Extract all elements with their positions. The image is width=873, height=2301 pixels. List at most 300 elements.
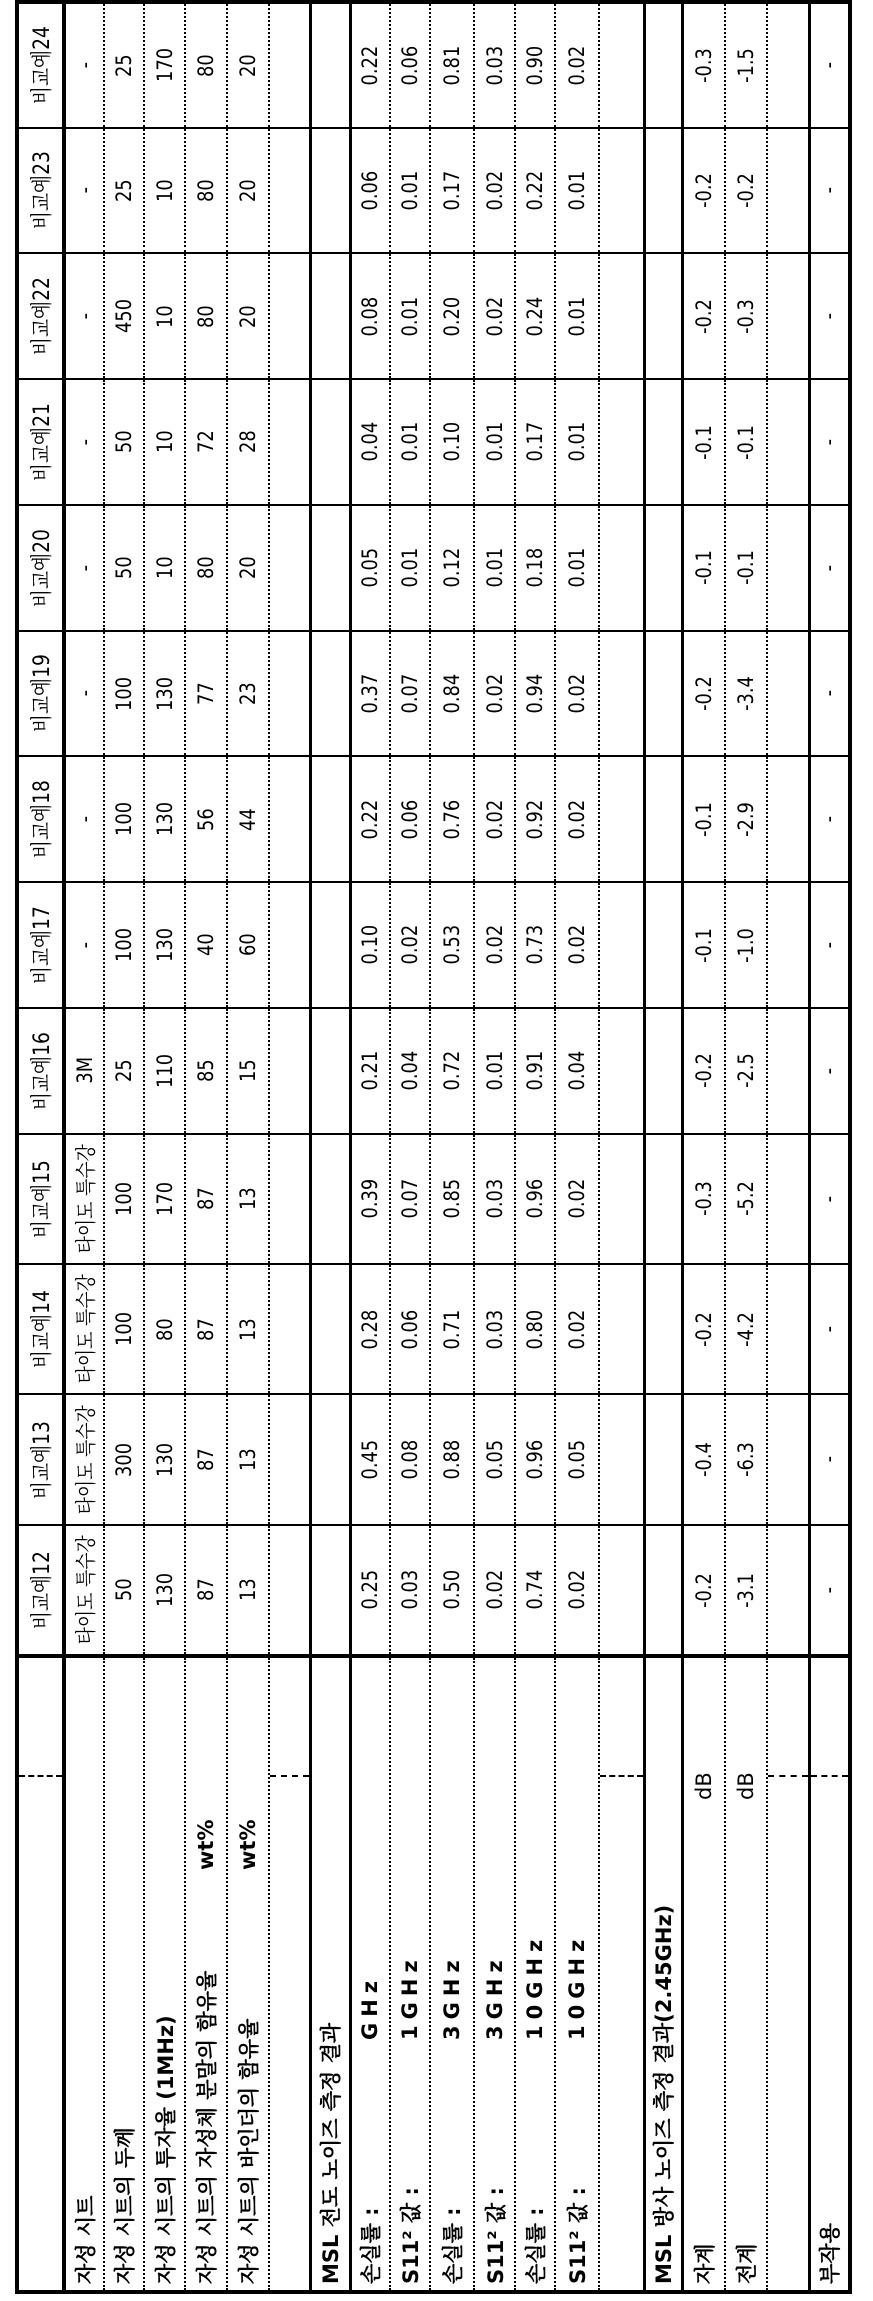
- table-cell: [144, 1394, 185, 1524]
- cell-value: 77: [194, 682, 218, 705]
- table-cell: [809, 2, 850, 128]
- table-cell: [64, 379, 104, 505]
- table-cell: [185, 756, 227, 882]
- table-cell: [269, 2, 310, 128]
- table-cell: [474, 882, 515, 1008]
- cell-value: 28: [236, 431, 260, 454]
- table-row: [430, 2, 474, 2292]
- cell-value: 10: [153, 431, 177, 454]
- cell-value: 0.03: [483, 46, 507, 86]
- table-cell: [310, 1008, 350, 1134]
- cell-value: 23: [236, 682, 260, 705]
- table-cell: [430, 128, 474, 254]
- table-cell: [430, 756, 474, 882]
- cell-value: 0.03: [483, 1309, 507, 1349]
- row-unit: dB: [734, 1772, 758, 1800]
- cell-value: 0.02: [483, 925, 507, 965]
- table-cell: [725, 756, 767, 882]
- cell-value: 0.02: [483, 296, 507, 336]
- table-cell: [185, 128, 227, 254]
- table-cell: [430, 882, 474, 1008]
- table-cell: [725, 1008, 767, 1134]
- table-cell: [809, 1264, 850, 1394]
- table-row: [64, 2, 104, 2292]
- table-cell: [430, 1008, 474, 1134]
- cell-value: 0.02: [565, 925, 589, 965]
- table-cell: [725, 505, 767, 631]
- table-cell: [555, 505, 599, 631]
- table-cell: [185, 379, 227, 505]
- cell-value: 130: [153, 1443, 177, 1477]
- table-cell: [555, 1525, 599, 1656]
- cell-value: -: [817, 187, 841, 193]
- cell-value: 10: [153, 556, 177, 579]
- table-cell: [64, 253, 104, 379]
- table-cell: [390, 1264, 430, 1394]
- table-cell: [682, 1394, 725, 1524]
- table-cell: [474, 253, 515, 379]
- table-cell: [269, 1525, 310, 1656]
- table-cell: [430, 1394, 474, 1524]
- table-cell: [144, 379, 185, 505]
- cell-value: 110: [153, 1054, 177, 1088]
- cell-value: 0.01: [398, 548, 422, 588]
- table-cell: [809, 756, 850, 882]
- table-cell: [430, 1525, 474, 1656]
- cell-value: -0.1: [734, 550, 758, 585]
- table-cell: [767, 1264, 809, 1394]
- cell-value: 13: [236, 1579, 260, 1602]
- row-label-cell: [474, 1656, 515, 2292]
- cell-value: 0.80: [523, 1309, 547, 1349]
- row-label-cell: [599, 1656, 644, 2292]
- cell-value: -0.2: [692, 1573, 716, 1608]
- table-cell: [515, 1394, 555, 1524]
- cell-value: 0.08: [398, 1440, 422, 1480]
- table-cell: [474, 1264, 515, 1394]
- table-cell: [767, 2, 809, 128]
- column-header-label: 비교예18: [25, 780, 56, 858]
- row-label: 전계: [731, 2243, 761, 2284]
- column-header-label: 비교예23: [25, 152, 56, 230]
- cell-value: 0.04: [565, 1051, 589, 1091]
- table-cell: [227, 1264, 269, 1394]
- table-cell: [64, 1134, 104, 1264]
- table-cell: [599, 631, 644, 757]
- cell-value: 0.02: [565, 46, 589, 86]
- cell-value: 13: [236, 1318, 260, 1341]
- table-cell: [555, 1264, 599, 1394]
- table-cell: [599, 379, 644, 505]
- table-cell: [269, 882, 310, 1008]
- table-cell: [682, 882, 725, 1008]
- table-cell: [599, 1525, 644, 1656]
- table-row: [227, 2, 269, 2292]
- table-cell: [515, 253, 555, 379]
- row-label-cell: [430, 1656, 474, 2292]
- cell-value: 50: [112, 1579, 136, 1602]
- table-cell: [682, 379, 725, 505]
- cell-value: 80: [194, 556, 218, 579]
- row-label: MSL 전도 노이즈 측정 결과: [315, 2023, 345, 2284]
- table-cell: [104, 128, 144, 254]
- cell-value: 0.85: [440, 1179, 464, 1219]
- table-cell: [310, 1525, 350, 1656]
- cell-value: -: [73, 690, 97, 696]
- cell-value: 0.21: [358, 1051, 382, 1091]
- table-cell: [390, 253, 430, 379]
- table-cell: [644, 505, 682, 631]
- table-cell: [515, 1525, 555, 1656]
- column-header-비교예24: [17, 2, 64, 128]
- cell-value: 0.05: [565, 1440, 589, 1480]
- cell-value: 0.06: [358, 171, 382, 211]
- cell-value: -0.3: [734, 299, 758, 334]
- row-label-cell: [809, 1656, 850, 2292]
- cell-value: 0.24: [523, 296, 547, 336]
- cell-value: 0.01: [565, 422, 589, 462]
- table-cell: [515, 379, 555, 505]
- table-cell: [144, 1525, 185, 1656]
- row-label: 손실률 :: [437, 2207, 467, 2284]
- row-label-cell: [390, 1656, 430, 2292]
- table-cell: [104, 253, 144, 379]
- table-row: [515, 2, 555, 2292]
- row-label: 자성 시트: [70, 2196, 100, 2284]
- table-cell: [515, 1264, 555, 1394]
- cell-value: 10: [153, 305, 177, 328]
- row-label-cell: [644, 1656, 682, 2292]
- cell-value: 40: [194, 934, 218, 957]
- table-cell: [350, 505, 390, 631]
- table-row: [390, 2, 430, 2292]
- row-unit: dB: [692, 1772, 716, 1800]
- cell-value: 0.01: [398, 171, 422, 211]
- table-cell: [430, 379, 474, 505]
- table-cell: [555, 379, 599, 505]
- table-cell: [269, 253, 310, 379]
- row-frequency: 3GHz: [440, 1954, 464, 2040]
- cell-value: 0.05: [358, 548, 382, 588]
- table-cell: [644, 756, 682, 882]
- row-label: MSL 방사 노이즈 측정 결과(2.45GHz): [648, 1905, 678, 2284]
- table-cell: [430, 2, 474, 128]
- cell-value: 0.01: [565, 296, 589, 336]
- row-label-cell: [350, 1656, 390, 2292]
- cell-value: -0.1: [692, 550, 716, 585]
- table-cell: [185, 505, 227, 631]
- cell-value: 0.74: [523, 1570, 547, 1610]
- table-cell: [104, 379, 144, 505]
- cell-value: 25: [112, 1059, 136, 1082]
- column-header-label: 비교예19: [25, 655, 56, 733]
- table-cell: [474, 128, 515, 254]
- table-cell: [555, 882, 599, 1008]
- header-corner-cell: [17, 1656, 64, 2292]
- cell-value: 0.08: [358, 296, 382, 336]
- table-cell: [555, 253, 599, 379]
- cell-value: 100: [112, 677, 136, 711]
- cell-value: 80: [194, 54, 218, 77]
- table-cell: [64, 882, 104, 1008]
- row-label-cell: [682, 1656, 725, 2292]
- cell-value: 0.01: [565, 171, 589, 211]
- table-cell: [144, 2, 185, 128]
- column-header-비교예12: [17, 1525, 64, 1656]
- cell-value: -: [817, 313, 841, 319]
- table-cell: [227, 756, 269, 882]
- cell-value: -0.1: [692, 928, 716, 963]
- cell-value: -: [817, 1068, 841, 1074]
- cell-value: 60: [236, 934, 260, 957]
- table-cell: [555, 2, 599, 128]
- cell-value: -: [73, 62, 97, 68]
- table-cell: [390, 756, 430, 882]
- row-label-cell: [185, 1656, 227, 2292]
- table-cell: [725, 379, 767, 505]
- column-header-비교예23: [17, 128, 64, 254]
- table-cell: [144, 128, 185, 254]
- table-cell: [474, 505, 515, 631]
- table-cell: [644, 1525, 682, 1656]
- table-cell: [599, 505, 644, 631]
- cell-value: 0.02: [565, 1309, 589, 1349]
- table-cell: [430, 505, 474, 631]
- table-row: [104, 2, 144, 2292]
- table-row: [555, 2, 599, 2292]
- cell-value: 0.04: [398, 1051, 422, 1091]
- cell-value: 100: [112, 1182, 136, 1216]
- cell-value: 20: [236, 305, 260, 328]
- cell-value: -: [817, 942, 841, 948]
- table-cell: [515, 505, 555, 631]
- table-row: [474, 2, 515, 2292]
- cell-value: 0.06: [398, 46, 422, 86]
- row-frequency: 3GHz: [483, 1954, 507, 2040]
- table-row: [725, 2, 767, 2292]
- cell-value: 타이도 특수강: [70, 1535, 100, 1644]
- cell-value: 3M: [73, 1057, 97, 1084]
- table-cell: [269, 1008, 310, 1134]
- cell-value: -1.5: [734, 48, 758, 83]
- unit-divider: [270, 1775, 309, 1777]
- table-cell: [725, 1264, 767, 1394]
- table-cell: [350, 1134, 390, 1264]
- table-cell: [809, 1134, 850, 1264]
- table-cell: [474, 756, 515, 882]
- table-cell: [599, 1394, 644, 1524]
- comparison-table: [15, 0, 852, 2294]
- table-cell: [682, 1134, 725, 1264]
- cell-value: -5.2: [734, 1181, 758, 1216]
- row-label-cell: [767, 1656, 809, 2292]
- table-cell: [185, 1394, 227, 1524]
- row-label-cell: [555, 1656, 599, 2292]
- table-cell: [809, 1394, 850, 1524]
- cell-value: 87: [194, 1187, 218, 1210]
- table-row: [350, 2, 390, 2292]
- table-cell: [809, 1008, 850, 1134]
- cell-value: -0.3: [692, 48, 716, 83]
- cell-value: 0.71: [440, 1309, 464, 1349]
- table-cell: [430, 631, 474, 757]
- table-cell: [682, 2, 725, 128]
- table-cell: [310, 631, 350, 757]
- cell-value: -3.4: [734, 676, 758, 711]
- cell-value: 0.01: [483, 1051, 507, 1091]
- table-cell: [104, 1008, 144, 1134]
- table-cell: [350, 128, 390, 254]
- table-cell: [350, 379, 390, 505]
- cell-value: 0.37: [358, 674, 382, 714]
- table-cell: [515, 882, 555, 1008]
- table-cell: [185, 882, 227, 1008]
- table-cell: [185, 1264, 227, 1394]
- row-label: S11² 값 :: [480, 2187, 510, 2284]
- row-label: 자성 시트의 투자율 (1MHz): [150, 2015, 180, 2284]
- cell-value: 0.17: [440, 171, 464, 211]
- cell-value: -0.3: [692, 1181, 716, 1216]
- row-frequency: 10GHz: [565, 1934, 589, 2040]
- row-label-cell: [144, 1656, 185, 2292]
- table-cell: [767, 1525, 809, 1656]
- table-cell: [809, 882, 850, 1008]
- table-cell: [809, 505, 850, 631]
- table-cell: [64, 1525, 104, 1656]
- table-cell: [269, 379, 310, 505]
- table-cell: [644, 1264, 682, 1394]
- table-cell: [104, 756, 144, 882]
- cell-value: 0.72: [440, 1051, 464, 1091]
- cell-value: 25: [112, 54, 136, 77]
- table-cell: [644, 631, 682, 757]
- column-header-label: 비교예16: [25, 1032, 56, 1110]
- cell-value: 72: [194, 431, 218, 454]
- cell-value: 300: [112, 1443, 136, 1477]
- table-cell: [767, 379, 809, 505]
- table-cell: [390, 1525, 430, 1656]
- column-header-비교예17: [17, 882, 64, 1008]
- table-cell: [310, 379, 350, 505]
- cell-value: 0.76: [440, 799, 464, 839]
- cell-value: 87: [194, 1579, 218, 1602]
- table-cell: [104, 1394, 144, 1524]
- cell-value: -: [817, 565, 841, 571]
- column-header-비교예14: [17, 1264, 64, 1394]
- table-cell: [310, 1134, 350, 1264]
- table-cell: [227, 1134, 269, 1264]
- cell-value: -: [817, 816, 841, 822]
- row-label: 자성 시트의 자성체 분말의 함유율: [191, 1971, 221, 2284]
- table-cell: [310, 1264, 350, 1394]
- row-label-cell: [269, 1656, 310, 2292]
- cell-value: -: [73, 187, 97, 193]
- unit-divider: [600, 1775, 643, 1777]
- table-cell: [599, 253, 644, 379]
- table-cell: [269, 1394, 310, 1524]
- header-row: [17, 2, 64, 2292]
- cell-value: 87: [194, 1318, 218, 1341]
- cell-value: 0.88: [440, 1440, 464, 1480]
- cell-value: 0.02: [565, 1179, 589, 1219]
- table-cell: [310, 505, 350, 631]
- column-header-비교예20: [17, 505, 64, 631]
- cell-value: -: [73, 565, 97, 571]
- cell-value: -6.3: [734, 1442, 758, 1477]
- row-label-cell: [64, 1656, 104, 2292]
- cell-value: 13: [236, 1448, 260, 1471]
- column-header-label: 비교예12: [25, 1551, 56, 1629]
- table-cell: [725, 882, 767, 1008]
- cell-value: 87: [194, 1448, 218, 1471]
- table-cell: [64, 631, 104, 757]
- cell-value: 44: [236, 808, 260, 831]
- table-cell: [310, 882, 350, 1008]
- table-cell: [104, 2, 144, 128]
- table-row: [682, 2, 725, 2292]
- table-cell: [725, 1394, 767, 1524]
- table-cell: [515, 631, 555, 757]
- cell-value: -0.2: [692, 299, 716, 334]
- table-cell: [350, 631, 390, 757]
- cell-value: -: [73, 816, 97, 822]
- cell-value: 100: [112, 802, 136, 836]
- cell-value: 0.01: [565, 548, 589, 588]
- table-cell: [682, 1264, 725, 1394]
- table-cell: [809, 1525, 850, 1656]
- cell-value: 450: [112, 299, 136, 333]
- table-cell: [269, 1264, 310, 1394]
- column-header-label: 비교예13: [25, 1421, 56, 1499]
- table-cell: [185, 1525, 227, 1656]
- table-cell: [599, 1008, 644, 1134]
- cell-value: 0.81: [440, 46, 464, 86]
- table-cell: [64, 2, 104, 128]
- table-cell: [227, 379, 269, 505]
- column-header-label: 비교예15: [25, 1160, 56, 1238]
- row-label: 자계: [689, 2243, 719, 2284]
- cell-value: 0.94: [523, 674, 547, 714]
- row-label: 부작용: [814, 2223, 844, 2284]
- table-cell: [269, 631, 310, 757]
- row-label-cell: [227, 1656, 269, 2292]
- table-cell: [269, 756, 310, 882]
- table-cell: [767, 882, 809, 1008]
- table-cell: [474, 379, 515, 505]
- cell-value: 20: [236, 556, 260, 579]
- row-label-cell: [104, 1656, 144, 2292]
- cell-value: -: [73, 313, 97, 319]
- table-cell: [390, 379, 430, 505]
- table-cell: [430, 1264, 474, 1394]
- table-cell: [515, 128, 555, 254]
- cell-value: -: [73, 439, 97, 445]
- cell-value: 15: [236, 1059, 260, 1082]
- cell-value: 56: [194, 808, 218, 831]
- table-cell: [227, 1525, 269, 1656]
- table-cell: [515, 1134, 555, 1264]
- table-cell: [144, 505, 185, 631]
- row-frequency: GHz: [358, 1975, 382, 2040]
- row-label: 손실률 :: [520, 2207, 550, 2284]
- column-header-label: 비교예20: [25, 529, 56, 607]
- row-frequency: 1GHz: [398, 1954, 422, 2040]
- table-cell: [310, 253, 350, 379]
- cell-value: 0.22: [358, 46, 382, 86]
- section-header-row: [310, 2, 350, 2292]
- table-cell: [390, 631, 430, 757]
- table-cell: [644, 379, 682, 505]
